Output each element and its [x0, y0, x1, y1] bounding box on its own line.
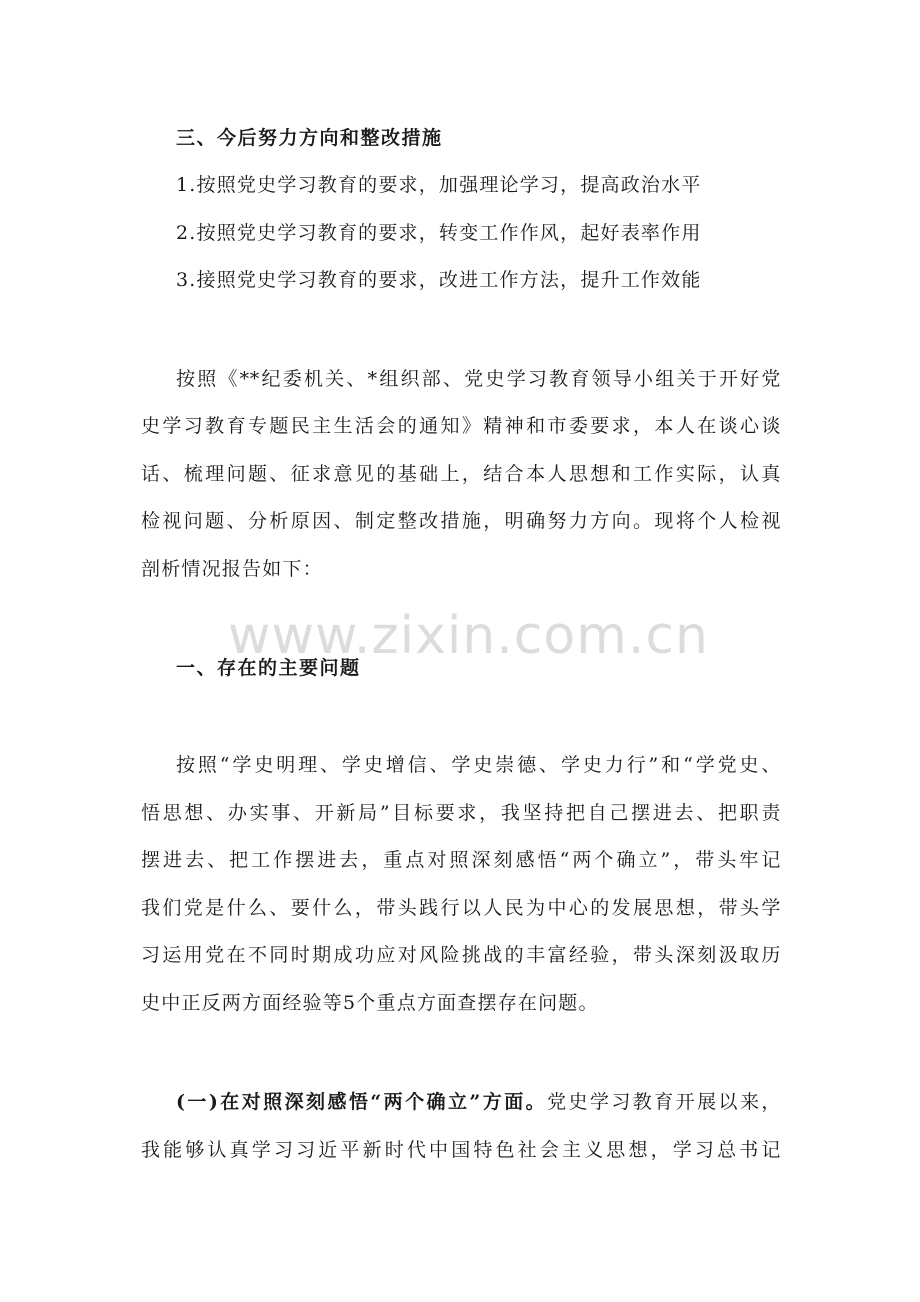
section3-item-2: 2.按照党史学习教育的要求，转变工作作风，起好表率作用 [176, 222, 702, 244]
subsection1-rest: 党史学习教育开展以来， [547, 1091, 781, 1113]
intro-line-3: 话、梳理问题、征求意见的基础上，结合本人思想和工作实际，认真 [141, 463, 781, 485]
subsection1-line-2: 我能够认真学习习近平新时代中国特色社会主义思想，学习总书记 [141, 1139, 781, 1161]
subsection1-bold-lead: (一)在对照深刻感悟“两个确立”方面。 [176, 1091, 548, 1113]
section3-item-1: 1.按照党史学习教育的要求，加强理论学习，提高政治水平 [176, 174, 702, 196]
intro-line-5: 剖析情况报告如下： [141, 558, 323, 580]
section3-item-3: 3.接照党史学习教育的要求，改进工作方法，提升工作效能 [176, 269, 702, 291]
subsection1-line-1 [176, 1089, 781, 1115]
intro-line-1: 按照《**纪委机关、*组织部、党史学习教育领导小组关于开好党 [176, 368, 781, 390]
section1-line-2: 悟思想、办实事、开新局”目标要求，我坚持把自己摆进去、把职责 [141, 802, 781, 824]
section3-heading: 三、今后努力方向和整改措施 [176, 127, 443, 149]
intro-line-4: 检视问题、分析原因、制定整改措施，明确努力方向。现将个人检视 [141, 510, 781, 532]
watermark: www.zixin.com.cn [228, 606, 709, 666]
section1-line-1: 按照“学史明理、学史增信、学史崇德、学史力行”和“学党史、 [176, 754, 781, 776]
intro-line-2: 史学习教育专题民主生活会的通知》精神和市委要求，本人在谈心谈 [141, 415, 781, 437]
section1-heading: 一、存在的主要问题 [176, 657, 361, 679]
section1-line-5: 习运用党在不同时期成功应对风险挑战的丰富经验，带头深刻汲取历 [141, 944, 781, 966]
section1-line-6: 史中正反两方面经验等5个重点方面查摆存在问题。 [141, 992, 599, 1014]
section1-line-3: 摆进去、把工作摆进去，重点对照深刻感悟“两个确立”，带头牢记 [141, 849, 781, 871]
section1-line-4: 我们党是什么、要什么，带头践行以人民为中心的发展思想，带头学 [141, 897, 781, 919]
